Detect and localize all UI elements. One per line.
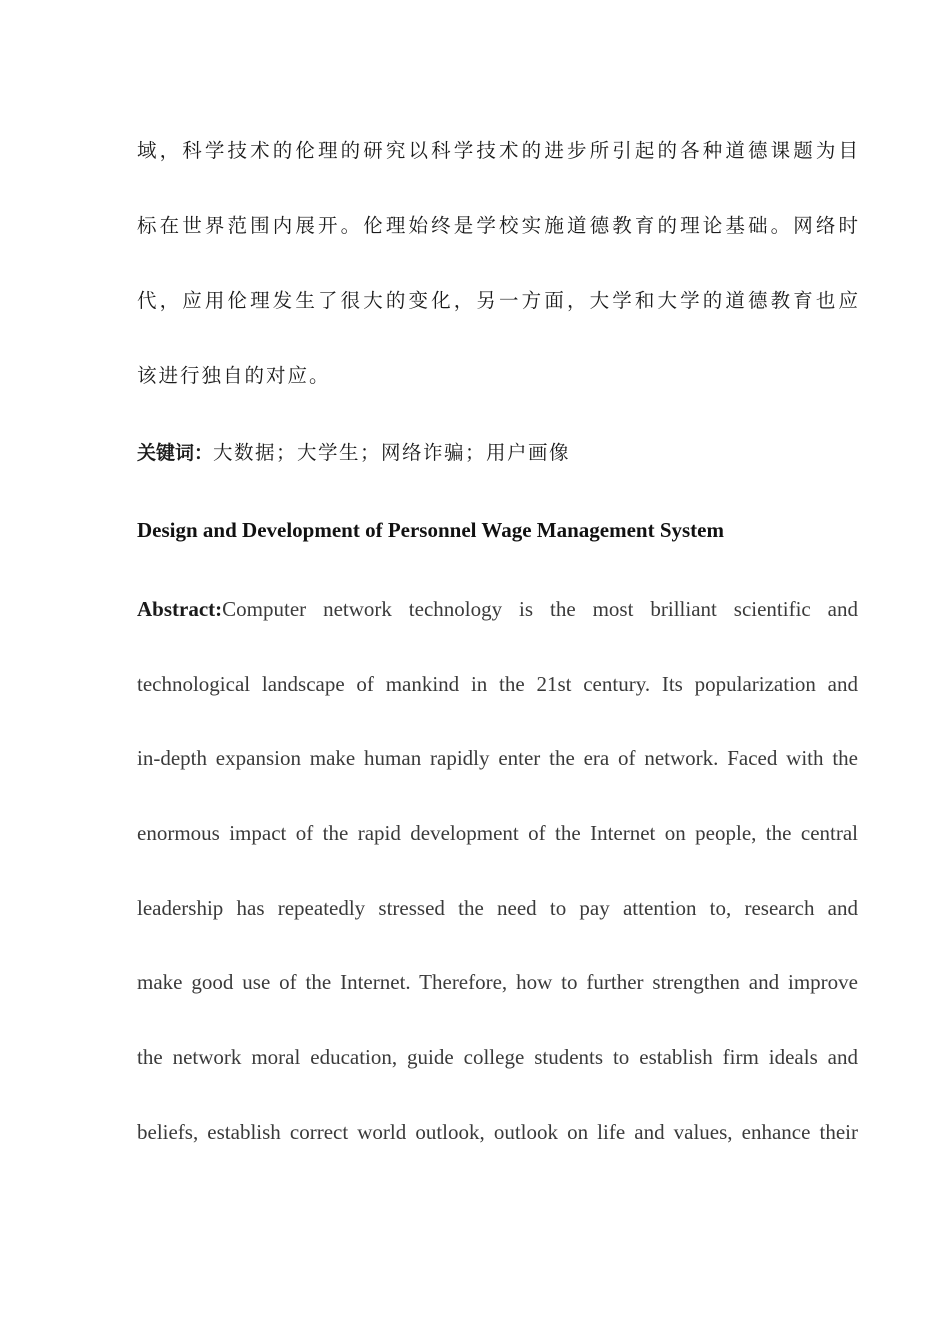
keywords-line <box>137 438 858 468</box>
chinese-paragraph-line: 域，科学技术的伦理的研究以科学技术的进步所引起的各种道德课题为目 <box>137 139 862 162</box>
abstract-line: make good use of the Internet. Therefore, how to further strengthen and improve <box>137 970 858 994</box>
english-title: Design and Development of Personnel Wage Management System <box>137 518 724 542</box>
abstract-line: leadership has repeatedly stressed the need to pay attention to, research and <box>137 896 858 920</box>
document-page <box>137 0 862 1344</box>
abstract-line: enormous impact of the rapid development of the Internet on people, the central <box>137 821 858 845</box>
abstract-label: Abstract: <box>137 597 223 621</box>
abstract-line: beliefs, establish correct world outlook, outlook on life and values, enhance their <box>137 1120 858 1144</box>
abstract-text: Computer network technology is the most brilliant scientific and <box>222 597 858 621</box>
abstract-line: the network moral education, guide college students to establish firm ideals and <box>137 1045 858 1069</box>
abstract-line <box>137 594 858 624</box>
keywords-label: 关键词： <box>137 442 214 464</box>
chinese-paragraph-line: 标在世界范围内展开。伦理始终是学校实施道德教育的理论基础。网络时 <box>137 214 862 237</box>
keywords-text: 大数据；大学生；网络诈骗；用户画像 <box>213 441 571 464</box>
chinese-paragraph-line: 该进行独自的对应。 <box>137 364 331 387</box>
abstract-line: in-depth expansion make human rapidly enter the era of network. Faced with the <box>137 746 858 770</box>
chinese-paragraph-line: 代，应用伦理发生了很大的变化，另一方面，大学和大学的道德教育也应 <box>137 289 862 312</box>
abstract-line: technological landscape of mankind in the 21st century. Its popularization and <box>137 672 858 696</box>
